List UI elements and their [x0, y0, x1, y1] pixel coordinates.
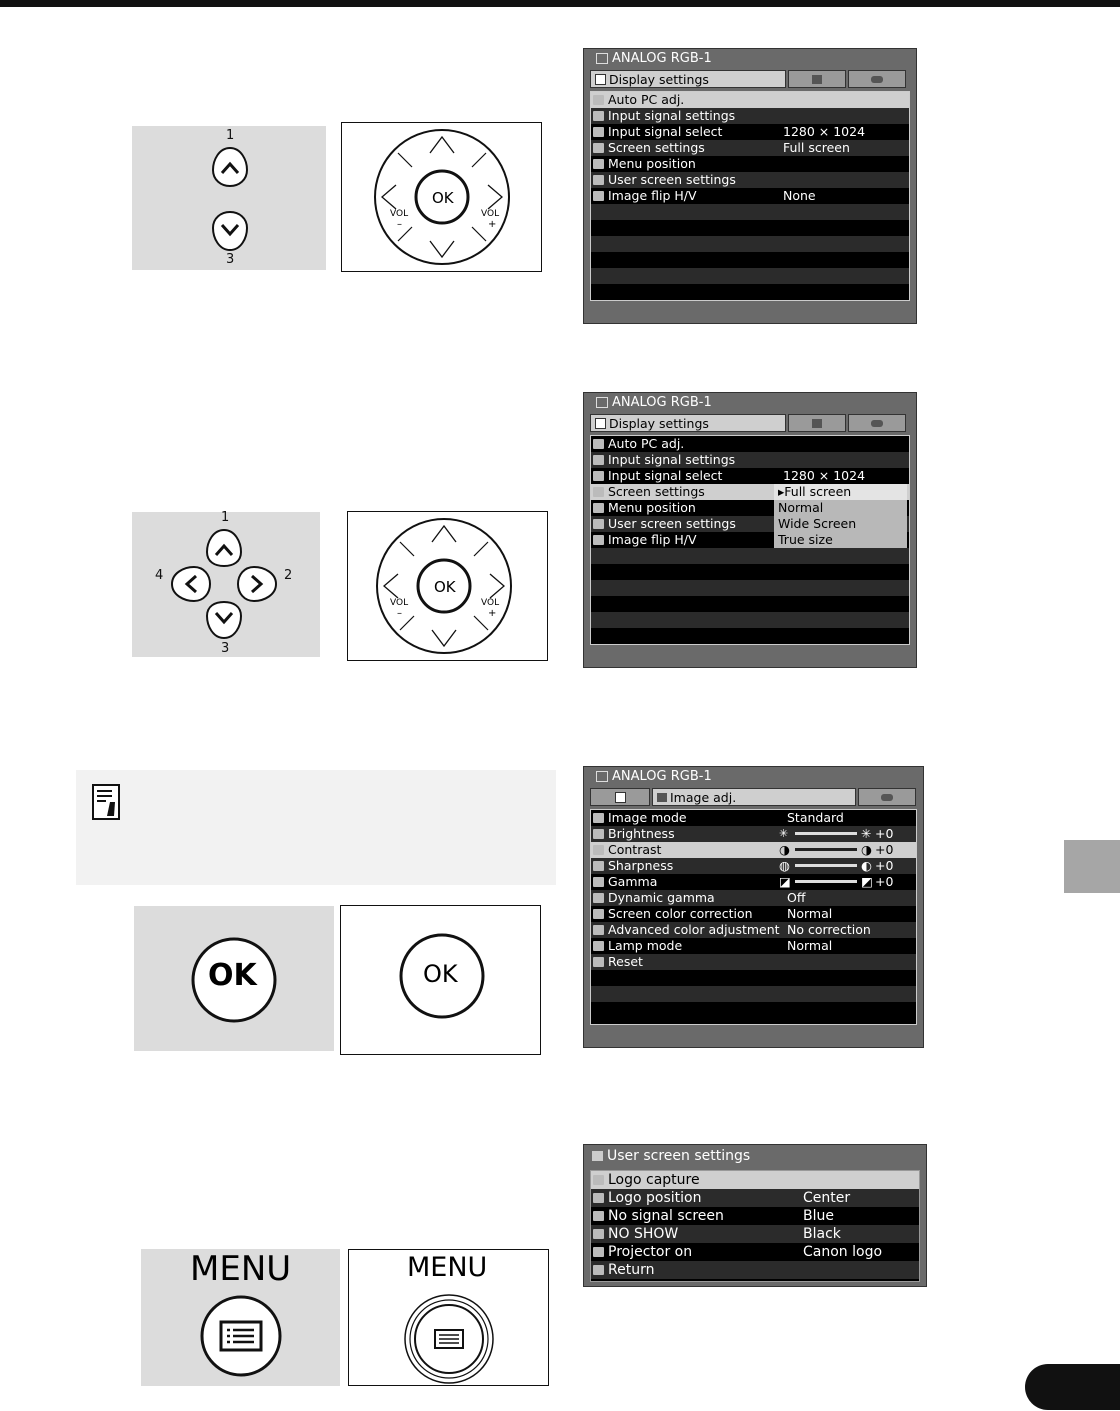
menu-row[interactable]: Contrast ◑ ◑ +0: [591, 842, 916, 858]
tab-display-settings[interactable]: Display settings: [590, 414, 786, 432]
remote-menu-panel: [141, 1249, 340, 1386]
menu-row[interactable]: User screen settings: [591, 172, 909, 188]
flip-icon: [593, 191, 604, 201]
remote-fourway-panel: [132, 512, 320, 657]
image-mode-icon: [593, 813, 604, 823]
menu-row[interactable]: Menu position: [591, 500, 909, 516]
osd-title: User screen settings: [592, 1148, 750, 1164]
page-number-badge: [1025, 1364, 1120, 1410]
osd-title: ANALOG RGB-1: [596, 51, 712, 66]
menu-row[interactable]: Reset: [591, 954, 916, 970]
empty-row: [591, 220, 909, 236]
sharp-small-icon: ◍: [779, 858, 790, 873]
tab-setup[interactable]: [858, 788, 916, 806]
osd-user-screen-settings: [583, 1144, 927, 1287]
projector-pad-panel-2: [347, 511, 548, 661]
image-icon: [657, 793, 667, 802]
pointer-icon: ▸: [778, 484, 785, 499]
reset-icon: [593, 957, 604, 967]
tab-setup[interactable]: [848, 414, 906, 432]
tab-icon: [595, 418, 606, 429]
empty-row: [591, 986, 916, 1002]
osd-display-settings-dropdown: [583, 392, 917, 668]
projector-menu-panel: [348, 1249, 549, 1386]
lamp-icon: [593, 941, 604, 951]
image-icon: [812, 419, 822, 428]
menu-row[interactable]: Screen color correction Normal: [591, 906, 916, 922]
right-button[interactable]: [236, 565, 278, 603]
empty-row: [591, 1002, 916, 1018]
slider-track: [795, 880, 857, 883]
slider-track: [795, 864, 857, 867]
projector-on-icon: [593, 1247, 604, 1257]
contrast-small-icon: ◑: [779, 842, 790, 857]
sun-large-icon: ✳: [861, 826, 872, 841]
tab-image-adj[interactable]: [788, 70, 846, 88]
tab-image-adj[interactable]: [788, 414, 846, 432]
memo-icon: [92, 784, 120, 820]
slider-track: [795, 832, 857, 835]
menu-row[interactable]: Advanced color adjustment No correction: [591, 922, 916, 938]
signal-select-icon: [593, 127, 604, 137]
osd-display-settings: [583, 48, 917, 324]
user-screen-icon: [593, 519, 604, 529]
ok-label: OK: [434, 578, 456, 596]
remote-updown-panel: [132, 126, 326, 270]
empty-row: [591, 628, 909, 644]
empty-row: [591, 236, 909, 252]
empty-row: [591, 564, 909, 580]
signal-select-icon: [593, 471, 604, 481]
empty-row: [591, 284, 909, 300]
empty-row: [591, 580, 909, 596]
vol-plus-label: +: [488, 219, 497, 230]
empty-row: [591, 612, 909, 628]
menu-row[interactable]: Input signal settings: [591, 452, 909, 468]
color-adjust-icon: [593, 925, 604, 935]
menu-row[interactable]: Input signal select 1280 × 1024: [591, 124, 909, 140]
projector-icon: [871, 420, 883, 427]
up-button[interactable]: [205, 528, 243, 568]
empty-row: [591, 596, 909, 612]
menu-row[interactable]: Dynamic gamma Off: [591, 890, 916, 906]
label-3: 3: [221, 641, 230, 656]
menu-row[interactable]: Logo position Center: [591, 1189, 919, 1207]
menu-row[interactable]: Image mode Standard: [591, 810, 916, 826]
vol-plus-label: +: [488, 608, 497, 619]
vol-minus-label: –: [397, 219, 402, 230]
note-box: [76, 770, 556, 885]
projector-pad-panel-1: [341, 122, 542, 272]
sun-small-icon: ✳: [779, 827, 789, 840]
label-3: 3: [226, 252, 235, 267]
gamma-icon: [593, 877, 604, 887]
contrast-large-icon: ◑: [861, 842, 872, 857]
osd-list: [590, 1170, 920, 1282]
gamma-large-icon: ◩: [861, 874, 873, 889]
screen-icon: [593, 143, 604, 153]
label-1: 1: [226, 128, 235, 143]
auto-pc-icon: [593, 439, 604, 449]
osd-list: [590, 435, 910, 645]
osd-list: [590, 91, 910, 301]
menu-row[interactable]: User screen settings: [591, 516, 909, 532]
menu-button[interactable]: [199, 1294, 283, 1378]
menu-row[interactable]: Gamma ◪ ◩ +0: [591, 874, 916, 890]
menu-button[interactable]: [402, 1292, 496, 1386]
vol-left-label: VOL: [390, 209, 409, 219]
empty-row: [591, 548, 909, 564]
no-show-icon: [593, 1229, 604, 1239]
input-icon: [596, 397, 608, 408]
return-icon: [593, 1265, 604, 1275]
dropdown-option[interactable]: ▸Full screen: [774, 484, 907, 500]
brightness-icon: [593, 829, 604, 839]
projector-icon: [871, 76, 883, 83]
dropdown-option[interactable]: Normal: [778, 500, 824, 515]
down-button[interactable]: [205, 600, 243, 640]
logo-position-icon: [593, 1193, 604, 1203]
menu-row[interactable]: Image flip H/V None: [591, 188, 909, 204]
menu-row[interactable]: Image flip H/V: [591, 532, 909, 548]
tab-display-settings[interactable]: [590, 788, 650, 806]
label-2: 2: [284, 568, 293, 583]
menu-position-icon: [593, 159, 604, 169]
menu-row[interactable]: Menu position: [591, 156, 909, 172]
label-4: 4: [155, 568, 164, 583]
tab-icon: [595, 74, 606, 85]
empty-row: [591, 268, 909, 284]
osd-title: ANALOG RGB-1: [596, 395, 712, 410]
menu-row[interactable]: Logo capture: [591, 1171, 919, 1189]
input-settings-icon: [593, 455, 604, 465]
logo-capture-icon: [593, 1175, 604, 1185]
menu-row[interactable]: Sharpness ◍ ◐ +0: [591, 858, 916, 874]
empty-row: [591, 204, 909, 220]
down-button[interactable]: [211, 210, 249, 252]
tab-display-settings[interactable]: Display settings: [590, 70, 786, 88]
dropdown-option[interactable]: Wide Screen: [778, 516, 857, 531]
osd-title: ANALOG RGB-1: [596, 769, 712, 784]
menu-row[interactable]: Lamp mode Normal: [591, 938, 916, 954]
osd-image-adj: [583, 766, 924, 1048]
contrast-icon: [593, 845, 604, 855]
flip-icon: [593, 535, 604, 545]
vol-right-label: VOL: [481, 209, 500, 219]
input-icon: [596, 53, 608, 64]
dropdown-option[interactable]: True size: [778, 532, 833, 547]
auto-pc-icon: [593, 95, 604, 105]
top-rule: [0, 0, 1120, 7]
user-screen-icon: [592, 1151, 603, 1161]
tab-setup[interactable]: [848, 70, 906, 88]
user-screen-icon: [593, 175, 604, 185]
sharp-large-icon: ◐: [861, 858, 872, 873]
gamma-small-icon: ◪: [779, 874, 791, 889]
menu-label: MENU: [407, 1252, 488, 1283]
menu-row[interactable]: Projector on Canon logo: [591, 1243, 919, 1261]
ok-label: OK: [208, 958, 257, 993]
sharpness-icon: [593, 861, 604, 871]
ok-label: OK: [423, 960, 458, 988]
empty-row: [591, 970, 916, 986]
image-icon: [812, 75, 822, 84]
projector-icon: [881, 794, 893, 801]
menu-row[interactable]: Auto PC adj.: [591, 92, 909, 108]
menu-position-icon: [593, 503, 604, 513]
empty-row: [591, 252, 909, 268]
menu-row[interactable]: Screen settings: [591, 484, 909, 500]
remote-ok-panel: [134, 906, 334, 1051]
ok-label: OK: [432, 189, 454, 207]
menu-row[interactable]: Input signal select 1280 × 1024: [591, 468, 909, 484]
vol-left-label: VOL: [390, 598, 409, 608]
menu-row[interactable]: Return: [591, 1261, 919, 1279]
label-1: 1: [221, 510, 230, 525]
slider-track: [795, 848, 857, 851]
input-settings-icon: [593, 111, 604, 121]
screen-settings-dropdown[interactable]: [774, 484, 907, 548]
vol-minus-label: –: [397, 608, 402, 619]
menu-row[interactable]: NO SHOW Black: [591, 1225, 919, 1243]
menu-row[interactable]: Input signal settings: [591, 108, 909, 124]
input-icon: [596, 771, 608, 782]
screen-color-icon: [593, 909, 604, 919]
up-button[interactable]: [211, 146, 249, 188]
menu-row[interactable]: No signal screen Blue: [591, 1207, 919, 1225]
tab-icon: [615, 792, 626, 803]
menu-row[interactable]: Screen settings Full screen: [591, 140, 909, 156]
no-signal-icon: [593, 1211, 604, 1221]
menu-row[interactable]: Brightness ✳ ✳ +0: [591, 826, 916, 842]
vol-right-label: VOL: [481, 598, 500, 608]
screen-icon: [593, 487, 604, 497]
dynamic-gamma-icon: [593, 893, 604, 903]
osd-list: [590, 809, 917, 1025]
menu-row[interactable]: Auto PC adj.: [591, 436, 909, 452]
tab-image-adj[interactable]: Image adj.: [652, 788, 856, 806]
projector-ok-panel: [340, 905, 541, 1055]
menu-label: MENU: [190, 1249, 292, 1289]
chapter-tab: [1064, 840, 1120, 893]
left-button[interactable]: [170, 565, 212, 603]
